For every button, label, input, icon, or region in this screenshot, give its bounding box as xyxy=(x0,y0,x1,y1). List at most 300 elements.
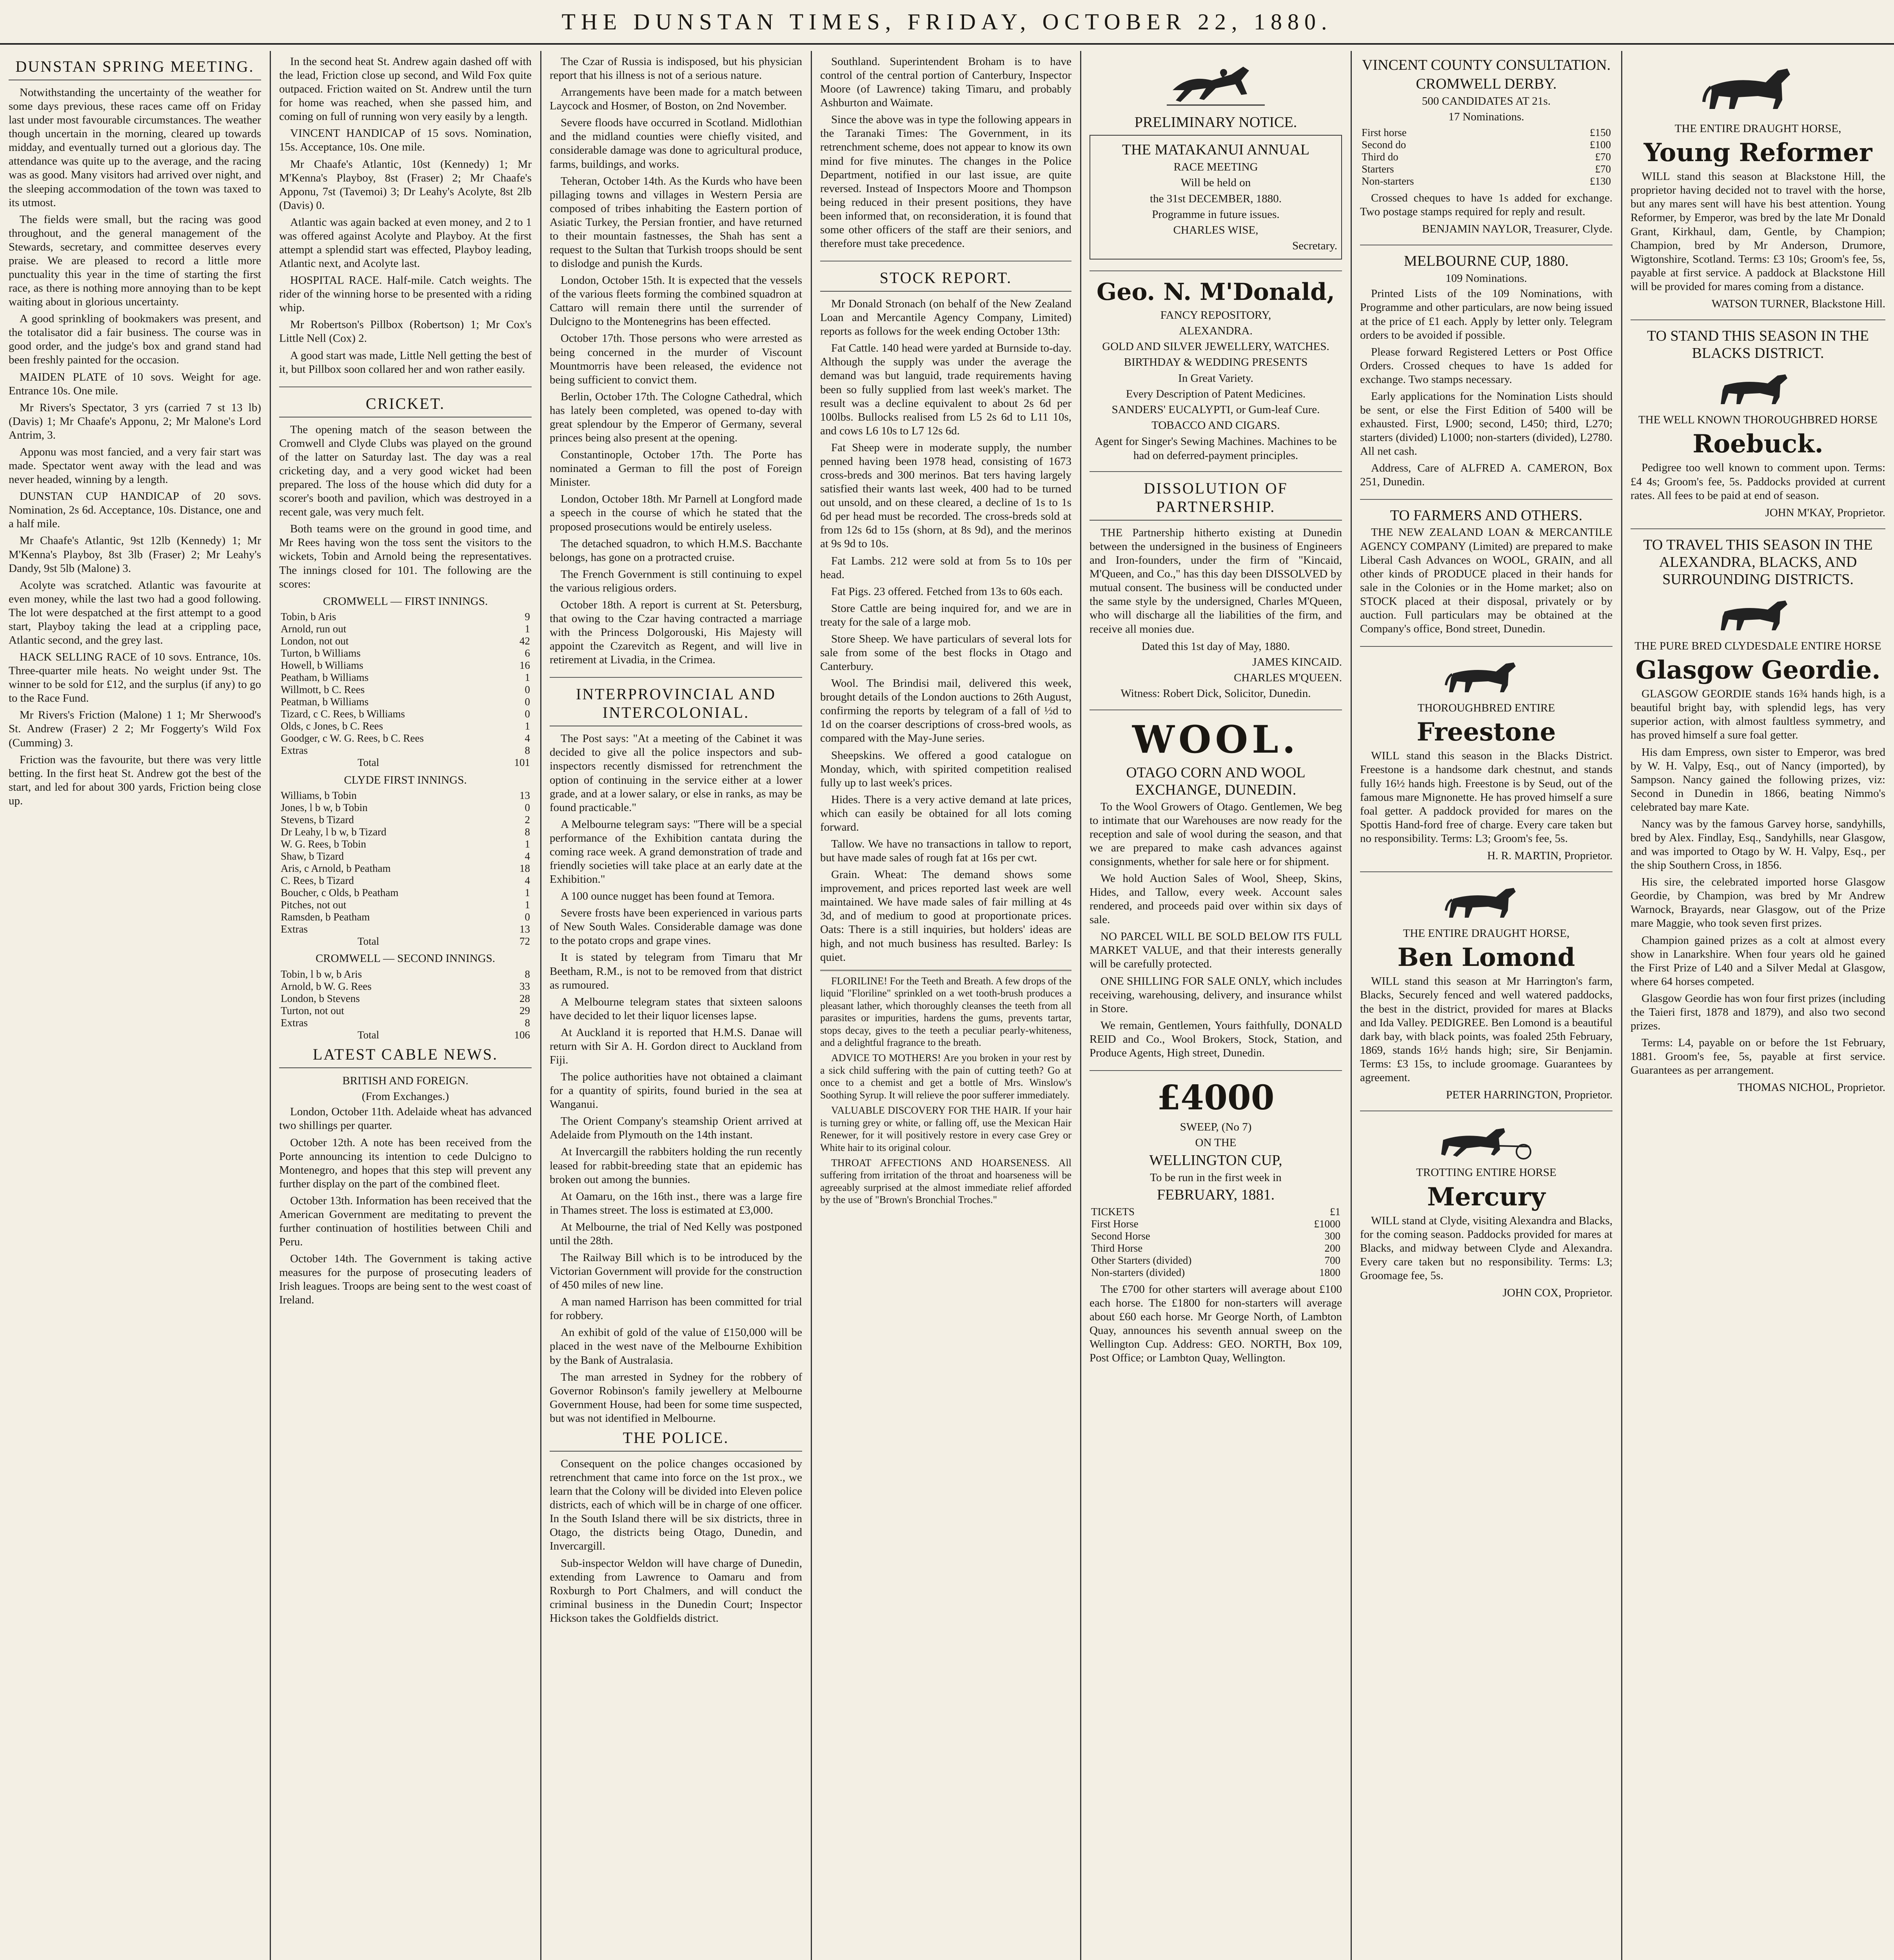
table-row xyxy=(279,1017,532,1029)
paragraph: Grain. Wheat: The demand shows some improvement, and prices reported last week are well maintained. We have made sales of fair milling at 4s 3d, and of medium to good at proportionate prices. Oats: There is a still inquiries, but holders' ideas are high, and not much business has resulted. Barley: Is quiet. xyxy=(820,868,1071,964)
racehorse-illustration-icon xyxy=(1165,59,1267,110)
ad-glasgow-geordie xyxy=(1631,536,1885,1095)
paragraph: Fat Cattle. 140 head were yarded at Burnside to-day. Although the supply was under the average the demand was but languid, trade requirements having been so fully supplied from last week's market. The result was a decline equivalent to about 2s 6d per 100lbs. Bullocks realised from L5 2s 6d to L11 10s, and cows L6 10s to L7 12s 6d. xyxy=(820,342,1071,437)
table-row xyxy=(279,671,532,684)
column-3 xyxy=(541,55,811,1960)
table-row xyxy=(279,732,532,744)
paragraph: Nancy was by the famous Garvey horse, sandyhills, bred by Alex. Findlay, Esq., Sandyhills, near Glasgow, and was imported to Otago by W. H. Valpy, Esq., per the ship Southern Cross, in 1856. xyxy=(1631,817,1885,872)
prize-label: Second Horse xyxy=(1091,1230,1150,1242)
runs: 1 xyxy=(525,720,530,732)
advertisement: FLORILINE! For the Teeth and Breath. A few drops of the liquid "Floriline" sprinkled on a wet tooth-brush produces a pleasant lather, which thoroughly cleanses the teeth from all parasites or impurities, hardens the gums, prevents tartar, stops decay, gives to the teeth a peculiar pearly-whiteness, and a delightful fragrance to the breath. xyxy=(820,975,1071,1048)
paragraph: At Invercargill the rabbiters holding the run recently leased for rabbit-breeding state that an epidemic has broken out among the bunnies. xyxy=(550,1145,802,1186)
horse-name: Mercury xyxy=(1427,1182,1545,1212)
paragraph: Sub-inspector Weldon will have charge of Dunedin, extending from Lawrence to Oamaru and from Roxburgh to Port Chalmers, and will conduct the criminal business in the Dunedin Court; Inspector Hickson takes the Goldfields district. xyxy=(550,1557,802,1624)
batsman: Turton, not out xyxy=(281,1004,344,1016)
paragraph: October 13th. Information has been received that the American Government are meditating to prevent the further continuation of hostilities between Chili and Peru. xyxy=(279,1194,532,1249)
notice-line: CHARLES WISE, xyxy=(1173,224,1258,236)
ad-line: In Great Variety. xyxy=(1178,372,1253,385)
table-row xyxy=(279,980,532,993)
prize-label: Non-starters (divided) xyxy=(1091,1267,1185,1279)
paragraph: A Melbourne telegram states that sixteen saloons have decided to let their liquor licenses lapse. xyxy=(550,995,802,1022)
batsman: Turton, b Williams xyxy=(281,647,361,659)
section-title-stock-report: STOCK REPORT. xyxy=(820,269,1071,292)
ad-mcdonald xyxy=(1090,278,1342,472)
sweep-line: WELLINGTON CUP, xyxy=(1149,1152,1282,1169)
table-row xyxy=(279,684,532,696)
ad-heading: TO TRAVEL THIS SEASON IN THE ALEXANDRA, BLACKS, AND SURROUNDING DISTRICTS. xyxy=(1643,536,1873,588)
notice-title: PRELIMINARY NOTICE. xyxy=(1134,114,1297,131)
runs: 8 xyxy=(525,1016,530,1029)
paragraph: London, October 11th. Adelaide wheat has advanced two shillings per quarter. xyxy=(279,1105,532,1132)
paragraph: To the Wool Growers of Otago. Gentlemen, We beg to intimate that our Warehouses are now ready for the reception and sale of wool during the season, and that we are prepared to make cash advances against consignments, whether for sale here or for shipment. xyxy=(1090,800,1342,868)
paragraph: His sire, the celebrated imported horse Glasgow Geordie, by Champion, was bred by Mr Andrew Warnock, Brayards, near Glasgow, out of the Prize mare Maggie, who took seven first prizes. xyxy=(1631,876,1885,930)
runs: 2 xyxy=(525,813,530,826)
batsman: Ramsden, b Peatham xyxy=(281,911,370,923)
signature-line: PETER HARRINGTON, Proprietor. xyxy=(1446,1089,1613,1102)
horse-illustration-icon xyxy=(1441,654,1531,697)
batsman: Pitches, not out xyxy=(281,899,347,911)
ad-roebuck xyxy=(1631,327,1885,529)
section-title-police: THE POLICE. xyxy=(550,1428,802,1452)
table-row xyxy=(279,923,532,935)
sweep-amount: £4000 xyxy=(1157,1078,1275,1118)
batsman: Willmott, b C. Rees xyxy=(281,684,365,696)
ad-heading: TROTTING ENTIRE HORSE xyxy=(1416,1166,1556,1179)
paragraph: Fat Lambs. 212 were sold at from 5s to 10s per head. xyxy=(820,554,1071,581)
ad-line: BIRTHDAY & WEDDING PRESENTS xyxy=(1124,356,1308,369)
section-subtitle: (From Exchanges.) xyxy=(361,1090,449,1103)
paragraph: The £700 for other starters will average about £100 each horse. The £1800 for non-starters will average about £60 each horse. Mr George North, of Lambton Quay, announces his seventh annual sweep on the Wellington Cup. Address: GEO. NORTH, Box 109, Post Office; or Lambton Quay, Wellington. xyxy=(1090,1283,1342,1365)
prize-value: 700 xyxy=(1324,1254,1340,1266)
batsman: Arnold, run out xyxy=(281,622,347,635)
paragraph: Notwithstanding the uncertainty of the weather for some days previous, these races came off on Friday last under most favourable circumstances. The weather though uncertain in the morning, cleared up towards midday, and eventually turned out a glorious day. The attendance was quite up to the average, and the racing was as good. Many visitors had arrived over night, and the sleeping accommodation of the town was taxed to its utmost. xyxy=(9,86,261,209)
signature-line: BENJAMIN NAYLOR, Treasurer, Clyde. xyxy=(1422,222,1613,235)
paragraph: Mr Rivers's Friction (Malone) 1 1; Mr Sherwood's St. Andrew (Fraser) 2 2; Mr Foggerty's Wild Fox (Cumming) 3. xyxy=(9,709,261,749)
table-row xyxy=(1090,1218,1342,1230)
paragraph: The Czar of Russia is indisposed, but his physician report that his illness is not of a serious nature. xyxy=(550,55,802,82)
table-row xyxy=(1360,163,1613,175)
batsman: Jones, l b w, b Tobin xyxy=(281,801,368,813)
paragraph: A Melbourne telegram says: "There will be a special performance of the Exhibition cantata during the coming race week. A grand demonstration of trade and friendly societies will take place at an early date at the Exhibition." xyxy=(550,818,802,886)
table-row xyxy=(279,708,532,720)
table-row xyxy=(279,911,532,923)
paragraph: His dam Empress, own sister to Emperor, was bred by W. H. Valpy, Esq., out of Nancy (imported), by Sampson. Nancy gained the following prizes, viz: Second in Dunedin in 1866, beating Nimmo's celebrated bay mare Kate. xyxy=(1631,746,1885,813)
advertisement: THROAT AFFECTIONS AND HOARSENESS. All suffering from irritation of the throat and hoarseness will be agreeably surprised at the almost immediate relief afforded by the use of "Brown's Bronchial Troches." xyxy=(820,1157,1071,1206)
paragraph: We hold Auction Sales of Wool, Sheep, Skins, Hides, and Tallow, every week. Account sales rendered, and proceeds paid over within six days of sale. xyxy=(1090,872,1342,926)
paragraph: Hides. There is a very active demand at late prices, which can easily be obtained for all lots coming forward. xyxy=(820,793,1071,833)
paragraph: Friction was the favourite, but there was very little betting. In the first heat St. Andrew got the best of the start, and led for about 300 yards, Friction being close up. xyxy=(9,753,261,807)
table-row xyxy=(279,611,532,623)
paragraph: Terms: L4, payable on or before the 1st February, 1881. Groom's fee, 5s, payable at first service. Guarantees as per arrangement. xyxy=(1631,1036,1885,1077)
paragraph: October 18th. A report is current at St. Petersburg, that owing to the Czar having contracted a marriage with the Princess Dolgorouski, His Majesty will appoint the Czarevitch as Regent, and will live in retirement at Livadia, in the Crimea. xyxy=(550,598,802,666)
batsman: London, b Stevens xyxy=(281,992,360,1004)
table-row xyxy=(279,696,532,708)
runs: 13 xyxy=(519,789,530,801)
sweep-line: To be run in the first week in xyxy=(1150,1171,1282,1184)
runs: 8 xyxy=(525,826,530,838)
article-continued xyxy=(279,55,532,387)
table-row xyxy=(279,720,532,732)
paragraph: We remain, Gentlemen, Yours faithfully, DONALD REID and Co., Wool Brokers, Stock, Station, and Produce Agents, High street, Dunedin. xyxy=(1090,1019,1342,1059)
horse-name: Roebuck. xyxy=(1692,429,1823,459)
article-body xyxy=(9,86,261,808)
column-4 xyxy=(812,55,1080,1960)
scorecard-cromwell xyxy=(279,611,532,769)
ad-heading: TO STAND THIS SEASON IN THE BLACKS DISTRICT. xyxy=(1647,328,1869,362)
horse-illustration-icon xyxy=(1713,592,1803,635)
scorecard-title: CROMWELL — SECOND INNINGS. xyxy=(315,952,496,965)
runs: 28 xyxy=(519,992,530,1004)
paragraph: Glasgow Geordie has won four first prizes (including the Taieri first, 1878 and 1879), and also two second prizes. xyxy=(1631,992,1885,1032)
horse-name: Young Reformer xyxy=(1643,138,1872,168)
paragraph: Early applications for the Nomination Lists should be sent, or else the First Edition of 5400 will be exhausted. First, L900; second, L450; third, L270; starters (divided) L1000; non-starters (divided), L2780. All net cash. xyxy=(1360,390,1613,458)
paragraph: Constantinople, October 17th. The Porte has nominated a German to fill the post of Foreign Minister. xyxy=(550,448,802,489)
paragraph: Address, Care of ALFRED A. CAMERON, Box 251, Dunedin. xyxy=(1360,462,1613,488)
paragraph: October 17th. Those persons who were arrested as being concerned in the murder of Viscount Mountmorris have been released, the evidence not being sufficient to convict them. xyxy=(550,332,802,386)
table-row xyxy=(1090,1206,1342,1218)
paragraph: Crossed cheques to have 1s added for exchange. Two postage stamps required for reply and result. xyxy=(1360,191,1613,218)
ad-line: 500 CANDIDATES AT 21s. xyxy=(1422,95,1551,107)
runs: 8 xyxy=(525,968,530,980)
column-6 xyxy=(1351,55,1621,1960)
batsman: W. G. Rees, b Tobin xyxy=(281,838,366,850)
scorecard-clyde xyxy=(279,789,532,948)
section-title-cable: LATEST CABLE NEWS. xyxy=(279,1045,532,1068)
table-row xyxy=(1360,175,1613,187)
batsman: Arnold, b W. G. Rees xyxy=(281,980,372,992)
batsman: Peatham, b Williams xyxy=(281,671,369,684)
table-row xyxy=(279,647,532,659)
paragraph: The Post says: "At a meeting of the Cabinet it was decided to give all the police inspectors and sub-inspectors recently dismissed for retrenchment the option of continuing in the service either at a lower grade, and at a lower salary, or else in ranks, as may be found practicable." xyxy=(550,732,802,814)
paragraph: Mr Chaafe's Atlantic, 9st 12lb (Kennedy) 1; Mr M'Kenna's Playboy, 8st 3lb (Fraser) 2; Mr Leahy's Dandy, 9st 5lb (Malone) 3. xyxy=(9,534,261,575)
runs: 29 xyxy=(519,1004,530,1016)
paragraph: The police authorities have not obtained a claimant for a quantity of spirits, found buried in the sea at Wanganui. xyxy=(550,1071,802,1111)
paragraph: Mr Chaafe's Atlantic, 10st (Kennedy) 1; Mr M'Kenna's Playboy, 8st (Fraser) 2; Mr Chaafe's Apponu, 7st (Tavemoi) 3; Dr Leahy's Acolyte, 8st 2lb (Davis) 0. xyxy=(279,158,532,212)
sweep-prizes-table xyxy=(1090,1206,1342,1279)
table-row xyxy=(279,623,532,635)
prize-value: £130 xyxy=(1590,175,1611,187)
ad-line: TOBACCO AND CIGARS. xyxy=(1151,419,1280,432)
total-runs: 72 xyxy=(519,935,530,947)
paragraph: Printed Lists of the 109 Nominations, with Programme and other particulars, are now being issued at the price of £1 each. Apply by letter only. Telegram orders to be avoided if possible. xyxy=(1360,287,1613,341)
paragraph: WILL stand this season at Blackstone Hill, the proprietor having decided not to travel with the horse, but any mares sent will have his best attention. Young Reformer, by Emperor, was bred by the late Mr Donald Grant, Kirkhaul, dam, Gentle, by Champion; Champion, bred by Mr Anderson, Drumore, Wigtonshire, Scotland. Terms: £3 10s; Groom's fee, 5s, payable at first service. A paddock at Blackstone Hill will be provided for mares coming from a distance. xyxy=(1631,170,1885,293)
paragraph: October 12th. A note has been received from the Porte announcing its intention to cede Dulcigno to Montenegro, and hopes that this step will prevent any further display on the part of the combined fleet. xyxy=(279,1136,532,1190)
prize-label: Starters xyxy=(1362,163,1394,175)
table-row xyxy=(279,850,532,862)
paragraph: In the second heat St. Andrew again dashed off with the lead, Friction close up second, and Wild Fox quite outpaced. Friction waited on St. Andrew until the turn for home was reached, when she passed him, and coming on full of running won very easily by a length. xyxy=(279,55,532,123)
paragraph: Acolyte was scratched. Atlantic was favourite at even money, while the last two had a good following. The lot were despatched at the first attempt to a good start, Playboy taking the lead at a crippling pace, Atlantic second, and the grey last. xyxy=(9,579,261,646)
matakanui-notice xyxy=(1090,135,1342,260)
horse-illustration-icon xyxy=(1441,879,1531,922)
paragraph: Pedigree too well known to comment upon. Terms: £4 4s; Groom's fee, 5s. Paddocks provided at current rates. All fees to be paid at end of season. xyxy=(1631,461,1885,502)
table-row xyxy=(279,1005,532,1017)
prize-label: Third Horse xyxy=(1091,1242,1143,1254)
paragraph: HOSPITAL RACE. Half-mile. Catch weights. The rider of the winning horse to be presented with a riding whip. xyxy=(279,274,532,314)
runs: 0 xyxy=(525,708,530,720)
table-row xyxy=(279,1029,532,1041)
paragraph: A good start was made, Little Nell getting the best of it, but Pillbox soon collared her and won rather easily. xyxy=(279,349,532,376)
paragraph: Severe frosts have been experienced in various parts of New South Wales. Considerable damage was done to the potato crops and grape vines. xyxy=(550,907,802,947)
runs: 42 xyxy=(519,635,530,647)
ad-heading: THE PURE BRED CLYDESDALE ENTIRE HORSE xyxy=(1634,639,1881,652)
ad-melbourne-cup xyxy=(1360,252,1613,500)
sweep-line: FEBRUARY, 1881. xyxy=(1157,1186,1275,1203)
ad-freestone xyxy=(1360,654,1613,872)
signature-line: H. R. MARTIN, Proprietor. xyxy=(1487,849,1613,862)
table-row xyxy=(279,993,532,1005)
paragraph: Fat Pigs. 23 offered. Fetched from 13s to 60s each. xyxy=(831,585,1063,598)
ad-young-reformer xyxy=(1631,59,1885,320)
runs: 4 xyxy=(525,875,530,887)
advertiser-name: Geo. N. M'Donald, xyxy=(1097,278,1335,306)
table-row xyxy=(279,935,532,947)
ad-wool xyxy=(1090,717,1342,1071)
signature-line: JOHN COX, Proprietor. xyxy=(1502,1286,1613,1299)
batsman: Stevens, b Tizard xyxy=(281,813,354,826)
draught-horse-icon xyxy=(1699,59,1817,118)
batsman: Goodger, c W. G. Rees, b C. Rees xyxy=(281,732,424,744)
paragraph: THE Partnership hitherto existing at Dunedin between the undersigned in the business of Engineers and Iron-founders, under the firm of "Kincaid, M'Queen, and Co.," has this day been DISSOLVED by mutual consent. The business will be conducted under the same style by the undersigned, Charles M'Queen, who will discharge all the liabilities of the firm, and receive all monies due. xyxy=(1090,526,1342,635)
batsman: Boucher, c Olds, b Peatham xyxy=(281,887,399,899)
paragraph: Please forward Registered Letters or Post Office Orders. Crossed cheques to have 1s added for exchange. Two stamps necessary. xyxy=(1360,345,1613,386)
prize-value: £150 xyxy=(1590,126,1611,138)
paragraph: At Auckland it is reported that H.M.S. Danae will return with Sir A. H. Gordon direct to Auckland from Fiji. xyxy=(550,1026,802,1066)
ad-sweep xyxy=(1090,1078,1342,1365)
paragraph: Champion gained prizes as a colt at almost every show in Lanarkshire. When four years old he gained the First Prize of L40 and a Silver Medal at Glasgow, where 64 horses competed. xyxy=(1631,934,1885,988)
paragraph: HACK SELLING RACE of 10 sovs. Entrance, 10s. Three-quarter mile heats. No weight under 9st. The winner to be sold for £12, and the surplus (if any) to go to the Race Fund. xyxy=(9,651,261,705)
table-row xyxy=(279,789,532,802)
paragraph: The detached squadron, to which H.M.S. Bacchante belongs, has gone on a protracted cruise. xyxy=(550,537,802,564)
paragraph: Mr Donald Stronach (on behalf of the New Zealand Loan and Mercantile Agency Company, Limited) reports as follows for the week ending October 13th: xyxy=(820,298,1071,338)
horse-name: Glasgow Geordie. xyxy=(1635,655,1881,685)
batsman: Tobin, b Aris xyxy=(281,610,336,622)
ad-matakanui xyxy=(1090,59,1342,271)
table-row xyxy=(1090,1254,1342,1267)
batsman: Williams, b Tobin xyxy=(281,789,357,801)
notice-line: Secretary. xyxy=(1292,240,1337,252)
ad-heading: THE ENTIRE DRAUGHT HORSE, xyxy=(1403,927,1570,940)
ad-line: Agent for Singer's Sewing Machines. Machines to be had on deferred-payment principles. xyxy=(1095,435,1337,462)
paragraph: WILL stand at Clyde, visiting Alexandra and Blacks, for the coming season. Paddocks provided for mares at Blacks, and midway between Clyde and Alexandra. Every care taken but no responsibility. Terms: L3; Groomage fee, 5s. xyxy=(1360,1214,1613,1282)
runs: 8 xyxy=(525,744,530,757)
batsman: Extras xyxy=(281,744,308,757)
paragraph: Arrangements have been made for a match between Laycock and Hosmer, of Boston, on 2nd November. xyxy=(550,86,802,113)
ad-heading: THE WELL KNOWN THOROUGHBRED HORSE xyxy=(1638,414,1878,426)
paragraph: NO PARCEL WILL BE SOLD BELOW ITS FULL MARKET VALUE, and that their interests generally will be carefully protected. xyxy=(1090,930,1342,971)
paragraph: Teheran, October 14th. As the Kurds who have been pillaging towns and villages in Western Persia are composed of tribes inhabiting the Eastern portion of Asiatic Turkey, the Persian frontier, and have returned to their mountain fastnesses, the Shah has sent a request to the Sultan that Turkish troops should be sent to dislodge and punish the Kurds. xyxy=(550,174,802,270)
batsman: Shaw, b Tizard xyxy=(281,850,344,862)
prize-label: Third do xyxy=(1362,151,1398,163)
paragraph: VINCENT HANDICAP of 15 sovs. Nomination, 15s. Acceptance, 10s. One mile. xyxy=(279,127,532,154)
runs: 9 xyxy=(525,610,530,622)
paragraph: The French Government is still continuing to expel the various religious orders. xyxy=(550,568,802,594)
trotting-horse-icon xyxy=(1435,1118,1537,1161)
paragraph: Apponu was most fancied, and a very fair start was made. Spectator went away with the lead and was never headed, winning by a length. xyxy=(9,445,261,486)
table-row xyxy=(279,968,532,980)
table-row xyxy=(279,744,532,757)
runs: 1 xyxy=(525,887,530,899)
table-row xyxy=(279,875,532,887)
paragraph: MAIDEN PLATE of 10 sovs. Weight for age. Entrance 10s. One mile. xyxy=(9,370,261,397)
prize-label: Other Starters (divided) xyxy=(1091,1254,1192,1266)
runs: 4 xyxy=(525,850,530,862)
batsman: Howell, b Williams xyxy=(281,659,363,671)
signature-line: THOMAS NICHOL, Proprietor. xyxy=(1738,1081,1885,1094)
paragraph: Consequent on the police changes occasioned by retrenchment that came into force on the 1st prox., we learn that the Colony will be divided into Eleven police districts, each of which will be in charge of one officer. In the South Island there will be six districts, three in Otago, the districts being Otago, Dunedin, and Invercargill. xyxy=(550,1457,802,1553)
table-row xyxy=(1360,139,1613,151)
table-row xyxy=(279,802,532,814)
prize-value: £1000 xyxy=(1314,1218,1340,1230)
runs: 1 xyxy=(525,899,530,911)
prize-value: £100 xyxy=(1590,138,1611,151)
paragraph: Severe floods have occurred in Scotland. Midlothian and the midland counties were chiefly visited, and considerable damage was done to agricultural produce, farms, buildings, and works. xyxy=(550,116,802,171)
ad-line: GOLD AND SILVER JEWELLERY, WATCHES. xyxy=(1102,340,1329,353)
runs: 1 xyxy=(525,622,530,635)
column-1 xyxy=(0,55,270,1960)
runs: 4 xyxy=(525,732,530,744)
horse-name: Freestone xyxy=(1416,717,1556,747)
advertisements xyxy=(820,970,1071,1206)
runs: 18 xyxy=(519,862,530,875)
paragraph: At Oamaru, on the 16th inst., there was a large fire in Thames street. The loss is estimated at £3,000. xyxy=(550,1190,802,1216)
scorecard-title: CLYDE FIRST INNINGS. xyxy=(344,773,467,786)
exchange-title: OTAGO CORN AND WOOL EXCHANGE, DUNEDIN. xyxy=(1126,764,1306,798)
prize-value: 300 xyxy=(1324,1230,1340,1242)
table-row xyxy=(1360,127,1613,139)
batsman: Tizard, c C. Rees, b Williams xyxy=(281,708,405,720)
table-row xyxy=(279,757,532,769)
signature-line: JAMES KINCAID. xyxy=(1252,655,1342,668)
total-label: Total xyxy=(358,757,380,769)
batsman: C. Rees, b Tizard xyxy=(281,875,354,887)
ad-heading: THE ENTIRE DRAUGHT HORSE, xyxy=(1674,122,1841,135)
ad-title: MELBOURNE CUP, 1880. xyxy=(1404,253,1569,270)
sweep-line: ON THE xyxy=(1195,1136,1237,1149)
signature-line: WATSON TURNER, Blackstone Hill. xyxy=(1711,297,1885,310)
runs: 1 xyxy=(525,671,530,684)
runs: 0 xyxy=(525,911,530,923)
prize-value: 1800 xyxy=(1319,1267,1340,1279)
table-row xyxy=(1090,1230,1342,1242)
paragraph: Wool. The Brindisi mail, delivered this week, brought details of the London auctions to 26th August, confirming the reports by telegram of a fall of ½d to 1d on the coarser descriptions of cross-bred wools, as compared with the May-June series. xyxy=(820,677,1071,745)
paragraph: A man named Harrison has been committed for trial for robbery. xyxy=(550,1296,802,1322)
paragraph: Tallow. We have no transactions in tallow to report, but have made sales of rough fat at 16s per cwt. xyxy=(820,837,1071,864)
signature-line: Dated this 1st day of May, 1880. xyxy=(1141,640,1290,653)
batsman: Extras xyxy=(281,923,308,935)
masthead-title: THE DUNSTAN TIMES, FRIDAY, OCTOBER 22, 1880. xyxy=(561,9,1333,34)
table-row xyxy=(1090,1242,1342,1254)
paragraph: The Orient Company's steamship Orient arrived at Adelaide from Plymouth on the 14th instant. xyxy=(550,1115,802,1142)
runs: 0 xyxy=(525,801,530,813)
runs: 6 xyxy=(525,647,530,659)
police-continued xyxy=(820,55,1071,261)
signature-line: CHARLES M'QUEEN. xyxy=(1234,671,1342,684)
section-subtitle: BRITISH AND FOREIGN. xyxy=(342,1074,469,1087)
ad-line: 109 Nominations. xyxy=(1445,272,1527,285)
horse-name: Ben Lomond xyxy=(1397,943,1575,973)
paragraph: The Railway Bill which is to be introduced by the Victorian Government will provide for the construction of 450 miles of new line. xyxy=(550,1251,802,1292)
runs: 0 xyxy=(525,684,530,696)
batsman: London, not out xyxy=(281,635,349,647)
total-runs: 106 xyxy=(514,1029,530,1041)
ad-heading: THOROUGHBRED ENTIRE xyxy=(1417,702,1555,715)
paragraph: Mr Rivers's Spectator, 3 yrs (carried 7 st 13 lb) (Davis) 1; Mr Chaafe's Apponu, 2; Mr Malone's Lord Antrim, 3. xyxy=(9,401,261,441)
vincent-prizes-table xyxy=(1360,127,1613,187)
notice-line: Programme in future issues. xyxy=(1152,208,1280,221)
table-row xyxy=(279,887,532,899)
paragraph: Berlin, October 17th. The Cologne Cathedral, which has lately been completed, was opened to-day with great splendour by the Emperor of Germany, several princes being also present at the opening. xyxy=(550,390,802,445)
paragraph: A 100 ounce nugget has been found at Temora. xyxy=(561,890,775,903)
paragraph: WILL stand this season in the Blacks District. Freestone is a handsome dark chestnut, and stands fully 16½ hands high. Freestone is by Seud, out of the famous mare Mignonette. He has proved himself a sure foal getter. A paddock provided for mares on the Spottis Hand-ford free of charge. Every care taken but no responsibility. Terms: L3; Groom's fee, 5s. xyxy=(1360,750,1613,845)
ad-line: 17 Nominations. xyxy=(1448,111,1524,123)
table-row xyxy=(279,826,532,838)
paragraph: GLASGOW GEORDIE stands 16¾ hands high, is a beautiful bright bay, with splendid legs, has very superior action, with almost faultless symmetry, and has proved himself a sure foal getter. xyxy=(1631,688,1885,742)
signature-line: JOHN M'KAY, Proprietor. xyxy=(1765,506,1885,519)
column-5 xyxy=(1081,55,1351,1960)
article-title: DUNSTAN SPRING MEETING. xyxy=(9,57,261,80)
total-label: Total xyxy=(358,935,380,947)
paragraph: It is stated by telegram from Timaru that Mr Beetham, R.M., is not to be removed from that district as rumoured. xyxy=(550,951,802,991)
section-title-cricket: CRICKET. xyxy=(279,394,532,417)
horse-illustration-icon xyxy=(1713,366,1803,409)
paragraph: WILL stand this season at Mr Harrington's farm, Blacks, Securely fenced and well watered paddocks, the best in the district, provided for mares at Blacks and Ida Valley. PEDIGREE. Ben Lomond is a beautiful dark bay, with black points, was foaled 25th February, 1869, stands 16½ hands high; sire, Sir Benjamin. Terms: £3 15s, to include groomage. Guarantees by agreement. xyxy=(1360,975,1613,1084)
paragraph: Atlantic was again backed at even money, and 2 to 1 was offered against Acolyte and Playboy. At the first attempt a splendid start was effected, Playboy leading, Atlantic next, and Acolyte last. xyxy=(279,216,532,270)
paragraph: October 14th. The Government is taking active measures for the purpose of prosecuting leaders of Irish leagues. Troops are being sent to the west coast of Ireland. xyxy=(279,1252,532,1307)
paragraph: The opening match of the season between the Cromwell and Clyde Clubs was played on the ground of the latter on Saturday last. The day was a real cricketing day, and a very good wicket had been prepared. The loss of the house which did duty for a scorer's booth and pavilion, which was destroyed in a recent gale, was very much felt. xyxy=(279,423,532,519)
advertisement: VALUABLE DISCOVERY FOR THE HAIR. If your hair is turning grey or white, or falling off, use the Mexican Hair Renewer, for it will positively restore in every case Grey or White hair to its original colour. xyxy=(820,1105,1071,1153)
prize-label: Non-starters xyxy=(1362,175,1414,187)
runs: 1 xyxy=(525,838,530,850)
prize-value: £70 xyxy=(1595,151,1611,163)
batsman: Peatman, b Williams xyxy=(281,696,369,708)
ad-mercury xyxy=(1360,1118,1613,1300)
signature-line: Witness: Robert Dick, Solicitor, Dunedin. xyxy=(1120,687,1311,700)
paragraph: Southland. Superintendent Broham is to have control of the central portion of Canterbury, Inspector Moore (of Lawrence) taking Timaru, and probably Ashburton and Waimate. xyxy=(820,55,1071,109)
table-row xyxy=(279,899,532,911)
notice-line: RACE MEETING xyxy=(1173,161,1258,173)
paragraph: DUNSTAN CUP HANDICAP of 20 sovs. Nomination, 2s 6d. Acceptance, 10s. Distance, one and a half mile. xyxy=(9,490,261,530)
paragraph: The fields were small, but the racing was good throughout, and the general management of the Stewards, secretary, and committee deserves every praise. We are pleased to record a little more punctuality this year in the time of starting the first race, as there is nothing more annoying than to be kept waiting about in glorious uncertainty. xyxy=(9,213,261,309)
paragraph: London, October 18th. Mr Parnell at Longford made a speech in the course of which he stated that the proposed prosecutions would be entirely useless. xyxy=(550,493,802,533)
paragraph: Sheepskins. We offered a good catalogue on Monday, which, with spirited competition realised fully up to last week's prices. xyxy=(820,749,1071,789)
section-title-interprovincial: INTERPROVINCIAL AND INTERCOLONIAL. xyxy=(550,685,802,726)
total-runs: 101 xyxy=(514,757,530,769)
batsman: Aris, c Arnold, b Peatham xyxy=(281,862,391,875)
advertisement: ADVICE TO MOTHERS! Are you broken in your rest by a sick child suffering with the pain of cutting teeth? Go at once to a chemist and get a bottle of Mrs. Winslow's Soothing Syrup. It will relieve the poor sufferer immediately. xyxy=(820,1052,1071,1101)
wool-heading: WOOL. xyxy=(1132,717,1299,762)
paragraph: THE NEW ZEALAND LOAN & MERCANTILE AGENCY COMPANY (Limited) are prepared to make Liberal Cash Advances on WOOL, GRAIN, and all other kinds of PRODUCE placed in their hands for sale in the Colonies or in the Home market; also on STOCK placed at their disposal, privately or by auction. Full particulars may be obtained at the Company's office, Bond street, Dunedin. xyxy=(1360,526,1613,635)
column-7 xyxy=(1622,55,1894,1960)
table-row xyxy=(279,814,532,826)
paragraph: At Melbourne, the trial of Ned Kelly was postponed until the 28th. xyxy=(550,1220,802,1247)
notice-line: the 31st DECEMBER, 1880. xyxy=(1150,192,1282,205)
ad-ben-lomond xyxy=(1360,879,1613,1111)
batsman: Dr Leahy, l b w, b Tizard xyxy=(281,826,387,838)
paragraph: Mr Robertson's Pillbox (Robertson) 1; Mr Cox's Little Nell (Cox) 2. xyxy=(279,318,532,345)
runs: 16 xyxy=(519,659,530,671)
paragraph: Store Cattle are being inquired for, and we are in treaty for the sale of a large mob. xyxy=(820,602,1071,628)
ad-line: SANDERS' EUCALYPTI, or Gum-leaf Cure. xyxy=(1111,403,1320,416)
paragraph: A good sprinkling of bookmakers was present, and the totalisator did a fair business. The course was in good order, and the judge's box and grand stand had been freshly painted for the occasion. xyxy=(9,312,261,367)
table-row xyxy=(279,838,532,850)
runs: 13 xyxy=(519,923,530,935)
prize-label: First Horse xyxy=(1091,1218,1139,1230)
ad-farmers xyxy=(1360,507,1613,647)
runs: 0 xyxy=(525,696,530,708)
table-row xyxy=(1360,151,1613,163)
ad-line: Every Description of Patent Medicines. xyxy=(1126,387,1306,400)
sweep-line: SWEEP, (No 7) xyxy=(1180,1121,1252,1134)
